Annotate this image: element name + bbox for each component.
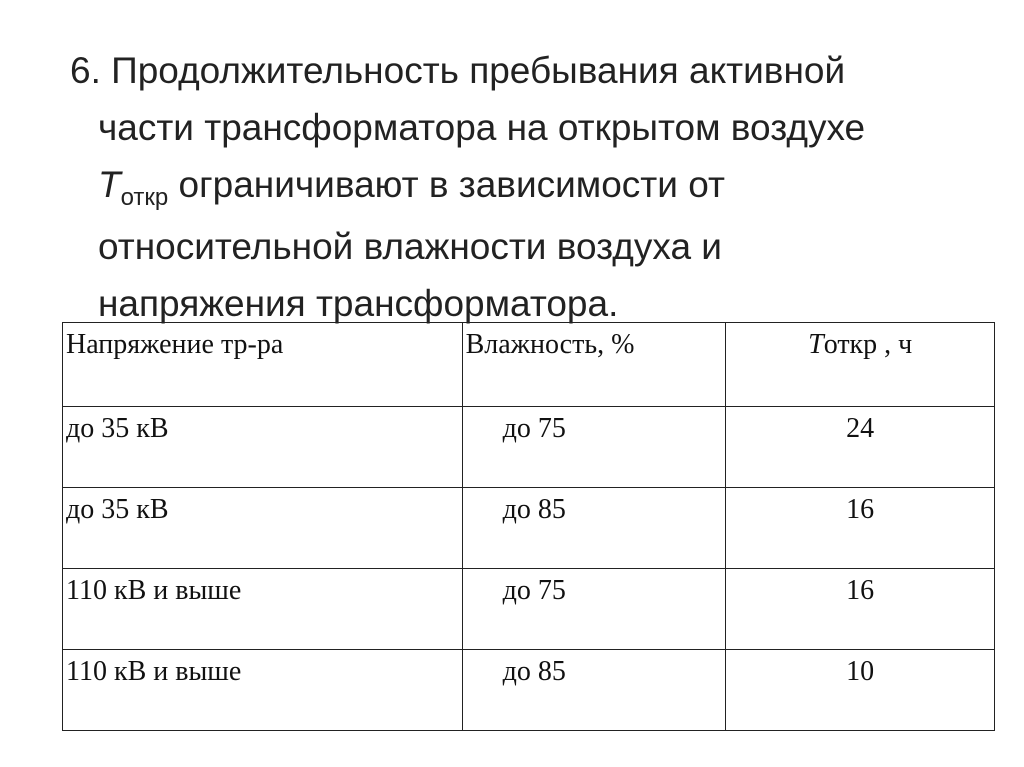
cell-voltage: 110 кВ и выше bbox=[63, 650, 463, 731]
header-time-unit: откр , ч bbox=[823, 329, 913, 360]
t-open-symbol: T bbox=[98, 164, 121, 205]
cell-open-time: 24 bbox=[726, 407, 995, 488]
cell-voltage: до 35 кВ bbox=[63, 407, 463, 488]
cell-humidity: до 75 bbox=[462, 569, 726, 650]
cell-open-time: 16 bbox=[726, 488, 995, 569]
header-open-time bbox=[726, 323, 995, 407]
header-time-symbol: T bbox=[808, 329, 824, 360]
cell-voltage: до 35 кВ bbox=[63, 488, 463, 569]
cell-humidity: до 75 bbox=[462, 407, 726, 488]
t-open-subscript: откр bbox=[120, 184, 169, 211]
table-row bbox=[63, 569, 995, 650]
heading-line-4: относительной влажности воздуха и bbox=[98, 226, 722, 267]
heading-line-5: напряжения трансформатора. bbox=[98, 283, 619, 324]
header-humidity: Влажность, % bbox=[462, 323, 726, 407]
table-row bbox=[63, 650, 995, 731]
slide-heading bbox=[70, 42, 1000, 332]
exposure-limits-table bbox=[62, 322, 995, 731]
cell-humidity: до 85 bbox=[462, 488, 726, 569]
heading-line-3-text: ограничивают в зависимости от bbox=[168, 164, 725, 205]
heading-line-3 bbox=[70, 156, 1000, 218]
heading-line-1: 6. Продолжительность пребывания активной bbox=[70, 50, 846, 91]
table-row bbox=[63, 407, 995, 488]
table-header-row bbox=[63, 323, 995, 407]
header-voltage: Напряжение тр-ра bbox=[63, 323, 463, 407]
cell-humidity: до 85 bbox=[462, 650, 726, 731]
cell-open-time: 16 bbox=[726, 569, 995, 650]
cell-open-time: 10 bbox=[726, 650, 995, 731]
table-row bbox=[63, 488, 995, 569]
cell-voltage: 110 кВ и выше bbox=[63, 569, 463, 650]
heading-line-2: части трансформатора на открытом воздухе bbox=[98, 107, 866, 148]
